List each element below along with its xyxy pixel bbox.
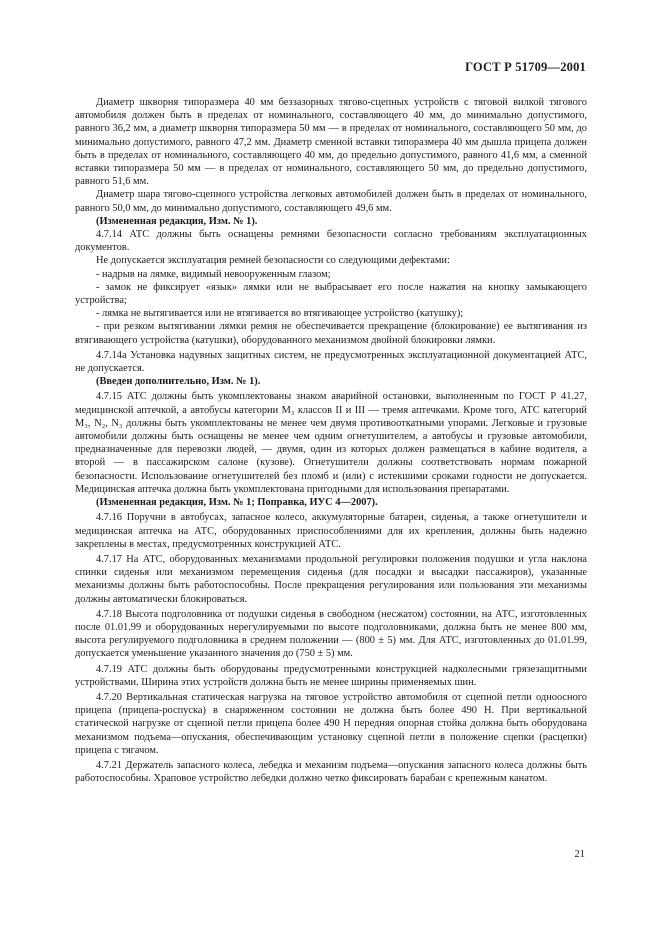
amendment-note: (Измененная редакция, Изм. № 1; Поправка, ИУС 4—2007). (96, 497, 378, 509)
page-header: ГОСТ Р 51709—2001 (465, 60, 586, 74)
paragraph-ball-diameter: Диаметр шара тягово-сцепного устройства легковых автомобилей должен быть в пределах от номинального, равного 50,0 мм, до минимально допустимого, составляющего 49,6 мм. (75, 189, 587, 214)
paragraph-belt-defects-intro: Не допускается эксплуатация ремней безопасности со следующими дефектами: (96, 255, 450, 267)
clause-4-7-19: 4.7.19 АТС должны быть оборудованы предусмотренными конструкцией надколесными грязезащитными устройствами. Ширина этих устройств должна быть не менее ширины применяемых шин. (75, 663, 587, 688)
clause-4-7-17: 4.7.17 На АТС, оборудованных механизмами продольной регулировки положения подушки и угла наклона спинки сиденья или механизмом перемещения сиденья (для посадки и высадки пассажиров), указанные механизмы должны быть работоспособны. После прекращения регулирования или пользования эти механизмы должны автоматически блокироваться. (75, 553, 587, 605)
clause-4-7-14a: 4.7.14а Установка надувных защитных систем, не предусмотренных эксплуатационной документацией АТС, не допускается. (75, 349, 587, 375)
list-item: - замок не фиксирует «язык» лямки или не выбрасывает его после нажатия на кнопку замыкающего устройства; (75, 281, 587, 307)
clause-4-7-16: 4.7.16 Поручни в автобусах, запасное колесо, аккумуляторные батареи, сиденья, а также огнетушители и медицинская аптечка на АТС, оборудованных приспособлениями для их крепления, должны быть надежно закреплены в местах, предусмотренных конструкцией АТС. (75, 512, 587, 550)
document-body (75, 96, 587, 785)
clause-4-7-21: 4.7.21 Держатель запасного колеса, лебедка и механизм подъема—опускания запасного колеса должны быть работоспособны. Храповое устройство лебедки должно четко фиксировать барабан с крепежным канатом. (75, 759, 587, 785)
page-number: 21 (574, 849, 585, 860)
amendment-note: (Измененная редакция, Изм. № 1). (96, 215, 258, 227)
list-item: - при резком вытягивании лямки ремня не обеспечивается прекращение (блокирование) ее вытягивания из втягивающего устройства (катушки), оборудованного механизмом двойной блокировки лямки. (75, 321, 587, 346)
paragraph-kingpin-diameter: Диаметр шкворня типоразмера 40 мм беззазорных тягово-сцепных устройств с тяговой вилкой тягового автомобиля должен быть в пределах от номинального, составляющего 40 мм, до минимально допустимого, равного 36,2 мм, а диаметр шкворня типоразмера 50 мм — в пределах от номинального, составляющего 50 мм, до минимально допустимого, равного 47,2 мм. Диаметр сменной вставки типоразмера 40 мм дышла прицепа должен быть в пределах от номинального, составляющего 40 мм, до предельно допустимого, равного 41,6 мм, а сменной вставки типоразмера 50 мм — в пределах от номинального, составляющего 50 мм, до предельно допустимого, равного 51,6 мм. (75, 97, 587, 188)
clause-4-7-18: 4.7.18 Высота подголовника от подушки сиденья в свободном (несжатом) состоянии, на АТС, изготовленных после 01.01.99 и оборудованных нерегулируемыми по высоте подголовниками, должна быть не менее 800 мм, высота регулируемого подголовника в среднем положении — (800 ± 5) мм. Для АТС, изготовленных до 01.01.99, допускается уменьшение указанного значения до (750 ± 5) мм. (75, 608, 587, 660)
clause-4-7-20: 4.7.20 Вертикальная статическая нагрузка на тяговое устройство автомобиля от сцепной петли одноосного прицепа (прицепа-роспуска) в снаряженном состоянии не должна быть более 490 Н. При вертикальной статической нагрузке от сцепной петли прицепа более 490 Н передняя опорная стойка должна быть оборудована механизмом подъема—опускания, обеспечивающим установку сцепной петли в положение сцепки (расцепки) прицепа с тягачом. (75, 691, 587, 756)
clause-4-7-14: 4.7.14 АТС должны быть оснащены ремнями безопасности согласно требованиям эксплуатационных документов. (75, 229, 587, 254)
list-item: - лямка не вытягивается или не втягивается во втягивающее устройство (катушку); (96, 308, 464, 320)
list-item: - надрыв на лямке, видимый невооруженным глазом; (96, 268, 331, 280)
amendment-note: (Введен дополнительно, Изм. № 1). (96, 376, 261, 388)
clause-4-7-15: 4.7.15 АТС должны быть укомплектованы знаком аварийной остановки, выполненным по ГОСТ Р 41.27, медицинской аптечкой, а автобусы категории М₃ классов II и III — тремя аптечками. Кроме того, АТС категорий М₃, N₂, N₃ должны быть укомплектованы не менее чем двумя противооткатными упорами. Легковые и грузовые автомобили должны быть оснащены не менее чем одним огнетушителем, а автобусы и грузовые автомобили, предназначенные для перевозки людей, — двумя, один из которых должен размещаться в кабине водителя, а второй — в пассажирском салоне (кузове). Огнетушители должны соответствовать нормам пожарной безопасности. Использование огнетушителей без пломб и (или) с истекшими сроками годности не допускается. Медицинская аптечка должна быть укомплектована пригодными для использования препаратами. (75, 391, 587, 495)
